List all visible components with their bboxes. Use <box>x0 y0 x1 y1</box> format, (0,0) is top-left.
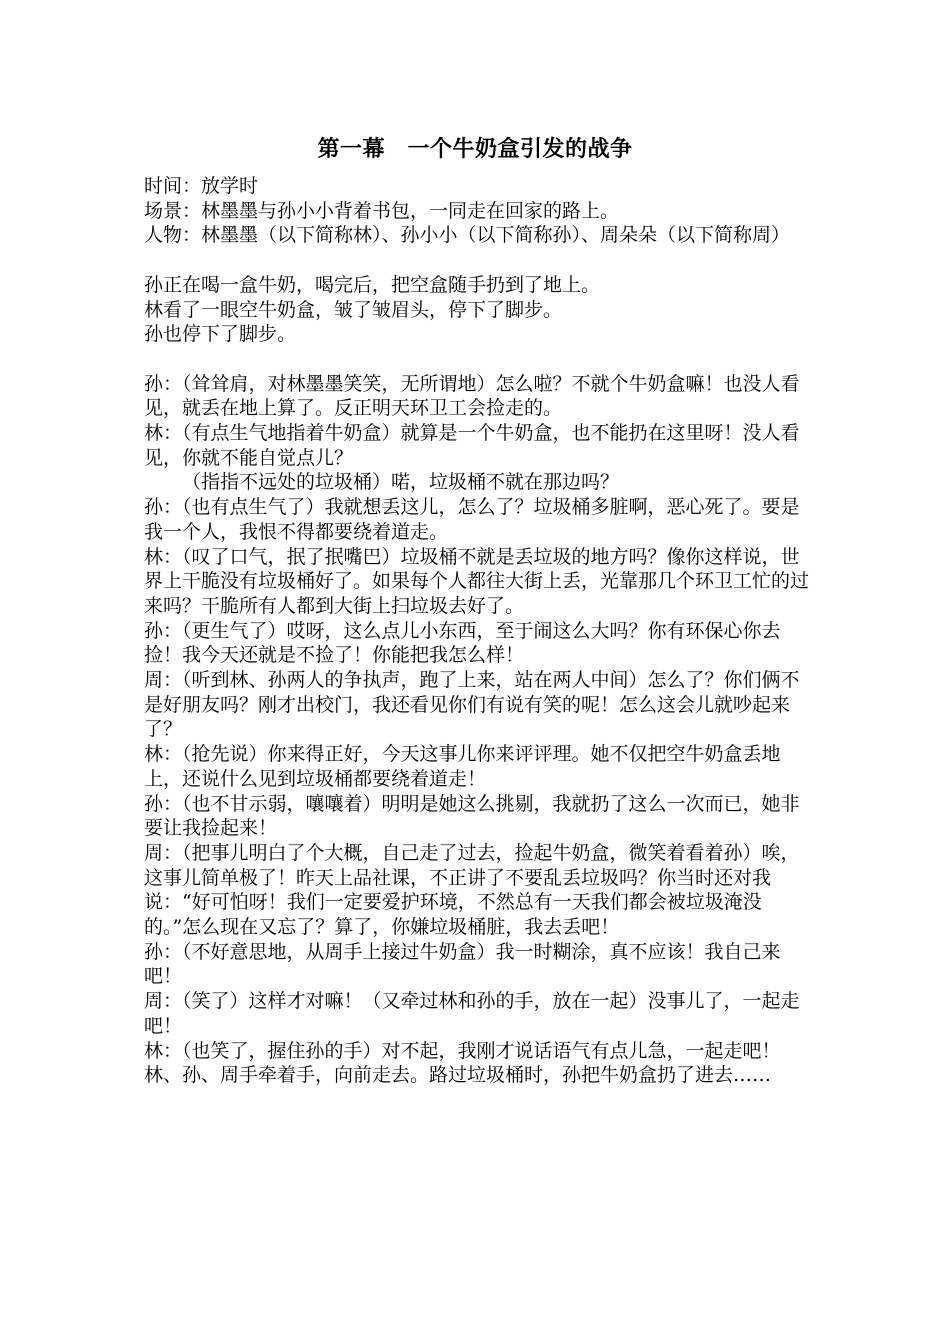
dialogue-line: （指指不远处的垃圾桶）喏，垃圾桶不就在那边吗？ <box>182 471 620 494</box>
dialogue-line: 孙：（也有点生气了）我就想丢这儿，怎么了？垃圾桶多脏啊，恶心死了。要是我一个人，我恨不得都要绕着道走。 <box>144 496 800 543</box>
dialogue-line: 孙：（不好意思地，从周手上接过牛奶盒）我一时糊涂，真不应该！我自己来吧！ <box>144 940 781 988</box>
time-line: 时间：放学时 <box>144 175 259 197</box>
scene-line: 场景：林墨墨与孙小小背着书包，一同走在回家的路上。 <box>144 199 620 222</box>
dialogue-line: 周：（听到林、孙两人的争执声，跑了上来，站在两人中间）怎么了？你们俩不是好朋友吗？刚才出校门，我还看见你们有说有笑的呢！怎么这会儿就吵起来了？ <box>144 669 800 741</box>
characters-line: 人物：林墨墨（以下简称林）、孙小小（以下简称孙）、周朵朵（以下简称周） <box>144 224 791 247</box>
narration-line: 林看了一眼空牛奶盒，皱了皱眉头，停下了脚步。 <box>144 298 563 321</box>
dialogue-line: 林：（抢先说）你来得正好，今天这事儿你来评评理。她不仅把空牛奶盒丢地上，还说什么见到垃圾桶都要绕着道走！ <box>144 743 781 790</box>
dialogue-line: 孙：（更生气了）哎呀，这么点儿小东西，至于闹这么大吗？你有环保心你去捡！我今天还就是不捡了！你能把我怎么样！ <box>144 619 781 667</box>
stage-direction-line: 林、孙、周手牵着手，向前走去。路过垃圾桶时，孙把牛奶盒扔了进去…… <box>144 1064 772 1087</box>
dialogue-line: 孙：（耸耸肩，对林墨墨笑笑，无所谓地）怎么啦？不就个牛奶盒嘛！也没人看见，就丢在地上算了。反正明天环卫工会捡走的。 <box>144 372 800 420</box>
dialogue-line: 林：（有点生气地指着牛奶盒）就算是一个牛奶盒，也不能扔在这里呀！没人看见，你就不能自觉点儿？ <box>144 422 800 469</box>
dialogue-line: 周：（笑了）这样才对嘛！（又牵过林和孙的手，放在一起）没事儿了，一起走吧！ <box>144 990 800 1037</box>
script-body <box>144 174 814 1088</box>
narration-line: 孙正在喝一盒牛奶，喝完后，把空盒随手扔到了地上。 <box>144 273 601 296</box>
dialogue-line: 林：（也笑了，握住孙的手）对不起，我刚才说话语气有点儿急，一起走吧！ <box>144 1039 781 1062</box>
scene-title: 第一幕 一个牛奶盒引发的战争 <box>317 136 633 162</box>
narration-line: 孙也停下了脚步。 <box>144 323 297 346</box>
dialogue-line: 周：（把事儿明白了个大概，自己走了过去，捡起牛奶盒，微笑着看着孙）唉，这事儿简单极了！昨天上品社课，不正讲了不要乱丢垃圾吗？你当时还对我说：“好可怕呀！我们一定要爱护环境，不然总有一天我们都会被垃圾淹没的。”怎么现在又忘了？算了，你嫌垃圾桶脏，我去丢吧！ <box>144 841 800 939</box>
dialogue-line: 孙：（也不甘示弱，嚷嚷着）明明是她这么挑剔，我就扔了这么一次而已，她非要让我捡起来！ <box>144 792 800 840</box>
blank-line <box>144 347 814 372</box>
dialogue-line: 林：（叹了口气，抿了抿嘴巴）垃圾桶不就是丢垃圾的地方吗？像你这样说，世界上干脆没有垃圾桶好了。如果每个人都往大街上丢，光靠那几个环卫工忙的过来吗？干脆所有人都到大街上扫垃圾去好了。 <box>144 545 810 617</box>
blank-line <box>144 248 814 273</box>
